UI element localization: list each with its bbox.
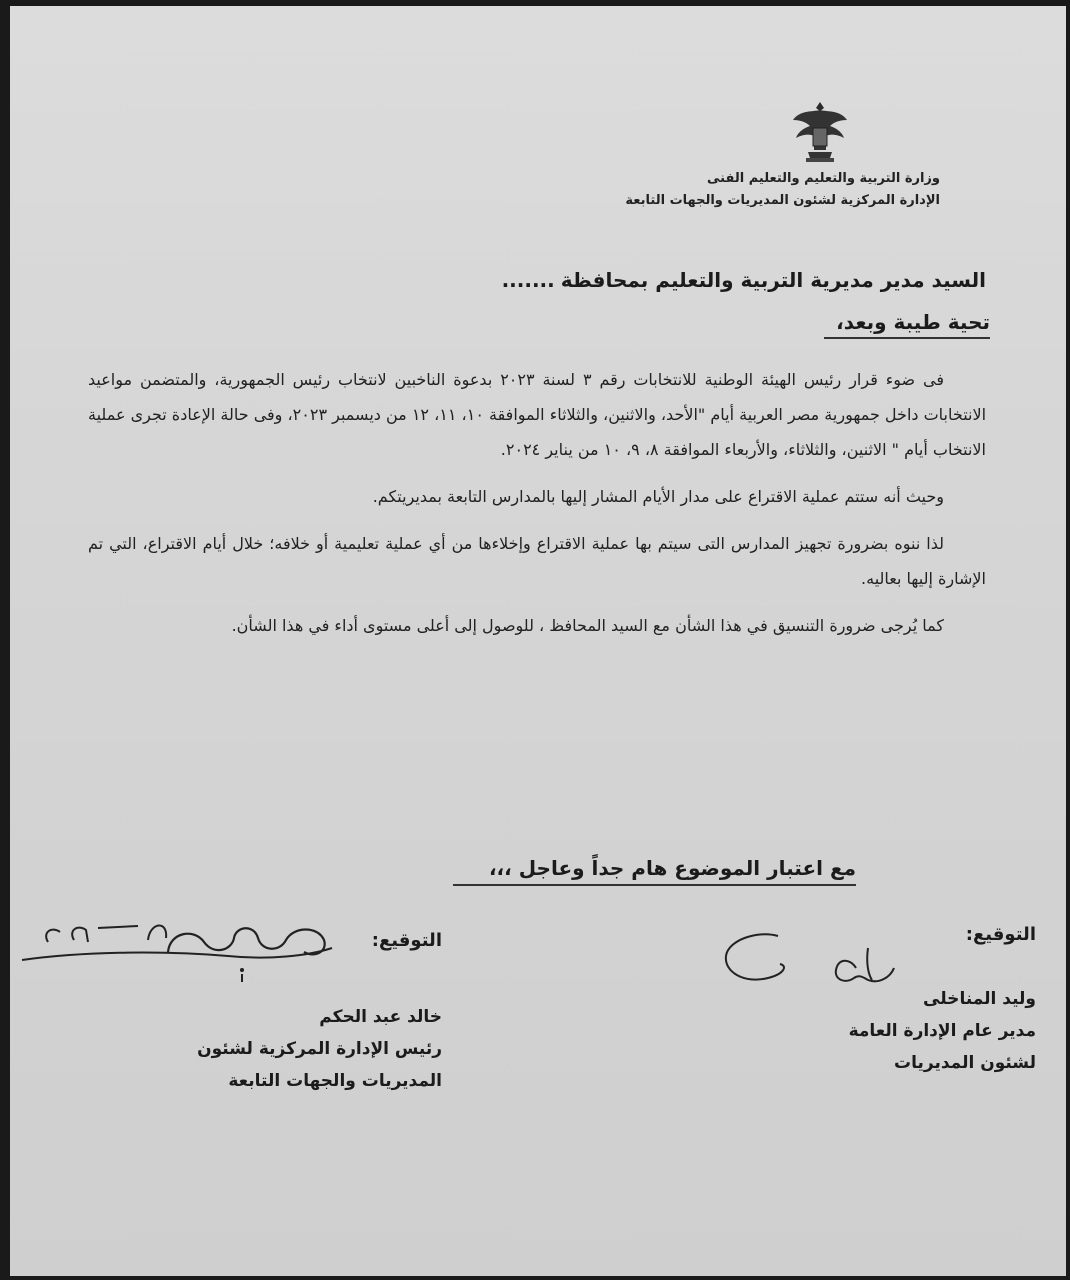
document-page	[10, 6, 1066, 1276]
signatory-details	[22, 1001, 442, 1097]
signatory-name: وليد المناخلى	[923, 989, 1036, 1009]
handwritten-signature-right	[718, 918, 908, 1010]
signatory-name: خالد عبد الحكم	[319, 1007, 442, 1027]
eagle-emblem-icon	[790, 98, 850, 164]
greeting: تحية طيبة وبعد،	[824, 310, 990, 339]
paragraph-3: لذا ننوه بضرورة تجهيز المدارس التى سيتم بها عملية الاقتراع وإخلاءها من أي عملية تعليمية أو خلافه؛ خلال أيام الاقتراع، التي تم الإشارة إليها بعاليه.	[88, 534, 986, 588]
ministry-header	[625, 168, 940, 212]
letter	[10, 6, 1066, 1276]
paragraph-4: كما يُرجى ضرورة التنسيق في هذا الشأن مع السيد المحافظ ، للوصول إلى أعلى مستوى أداء في هذا الشأن.	[231, 616, 944, 635]
signatory-title-line2: لشئون المديريات	[894, 1053, 1036, 1073]
ministry-line2: الإدارة المركزية لشئون المديريات والجهات التابعة	[625, 193, 940, 208]
signatory-title-line2: المديريات والجهات التابعة	[228, 1071, 442, 1091]
addressee	[502, 268, 986, 292]
handwritten-signature-left	[18, 912, 338, 984]
paragraph-2: وحيث أنه ستتم عملية الاقتراع على مدار الأيام المشار إليها بالمدارس التابعة بمديريتكم.	[372, 487, 944, 506]
closing-remark: مع اعتبار الموضوع هام جداً وعاجل ،،،	[453, 856, 856, 886]
signatory-title-line1: رئيس الإدارة المركزية لشئون	[197, 1039, 442, 1059]
addressee-title: السيد مدير مديرية التربية والتعليم بمحافظة	[560, 268, 986, 292]
signature-label: التوقيع:	[965, 924, 1036, 945]
ministry-line1: وزارة التربية والتعليم والتعليم الفنى	[707, 171, 940, 186]
signatory-title-line1: مدير عام الإدارة العامة	[848, 1021, 1036, 1041]
addressee-dots: .......	[501, 268, 555, 292]
signature-label: التوقيع:	[371, 930, 442, 951]
paragraph-1: فى ضوء قرار رئيس الهيئة الوطنية للانتخابات رقم ٣ لسنة ٢٠٢٣ بدعوة الناخبين لانتخاب رئيس الجمهورية، والمتضمن مواعيد الانتخابات داخل جمهورية مصر العربية أيام "الأحد، والاثنين، والثلاثاء الموافقة ١٠، ١١، ١٢ من ديسمبر ٢٠٢٣، وفى حالة الإعادة تجرى عملية الانتخاب أيام " الاثنين، والثلاثاء، والأربعاء الموافقة ٨، ٩، ١٠ من يناير ٢٠٢٤.	[88, 370, 987, 459]
letter-body	[88, 362, 986, 655]
